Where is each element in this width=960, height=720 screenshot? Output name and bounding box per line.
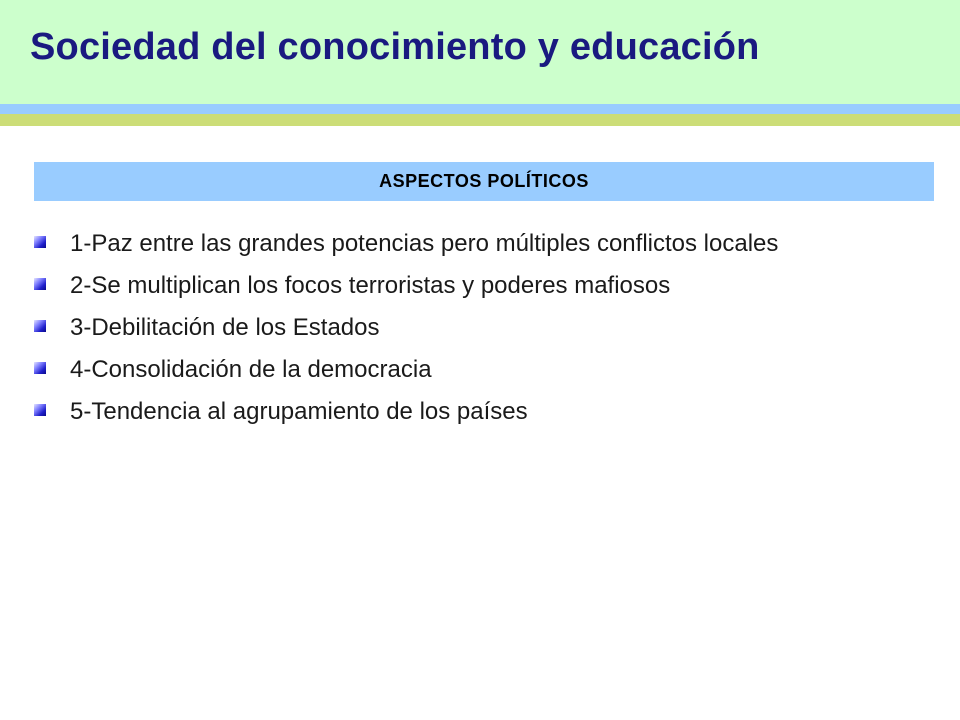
list-item-text: 2-Se multiplican los focos terroristas y poderes mafiosos	[70, 272, 671, 299]
square-bullet-icon	[34, 278, 46, 290]
header-divider-green	[0, 114, 960, 126]
list-item	[32, 394, 912, 430]
square-bullet-icon	[34, 404, 46, 416]
list-item-text: 1-Paz entre las grandes potencias pero múltiples conflictos locales	[70, 230, 779, 257]
square-bullet-icon	[34, 320, 46, 332]
section-heading: ASPECTOS POLÍTICOS	[379, 171, 589, 191]
bullet-list	[32, 226, 912, 436]
list-item	[32, 226, 912, 262]
page-title: Sociedad del conocimiento y educación	[30, 26, 760, 68]
list-item-text: 4-Consolidación de la democracia	[70, 356, 432, 383]
list-item-text: 3-Debilitación de los Estados	[70, 314, 380, 341]
list-item	[32, 310, 912, 346]
list-item	[32, 268, 912, 304]
header-divider-blue	[0, 104, 960, 114]
section-heading-bar	[34, 162, 934, 201]
list-item-text: 5-Tendencia al agrupamiento de los países	[70, 398, 528, 425]
list-item	[32, 352, 912, 388]
square-bullet-icon	[34, 362, 46, 374]
square-bullet-icon	[34, 236, 46, 248]
